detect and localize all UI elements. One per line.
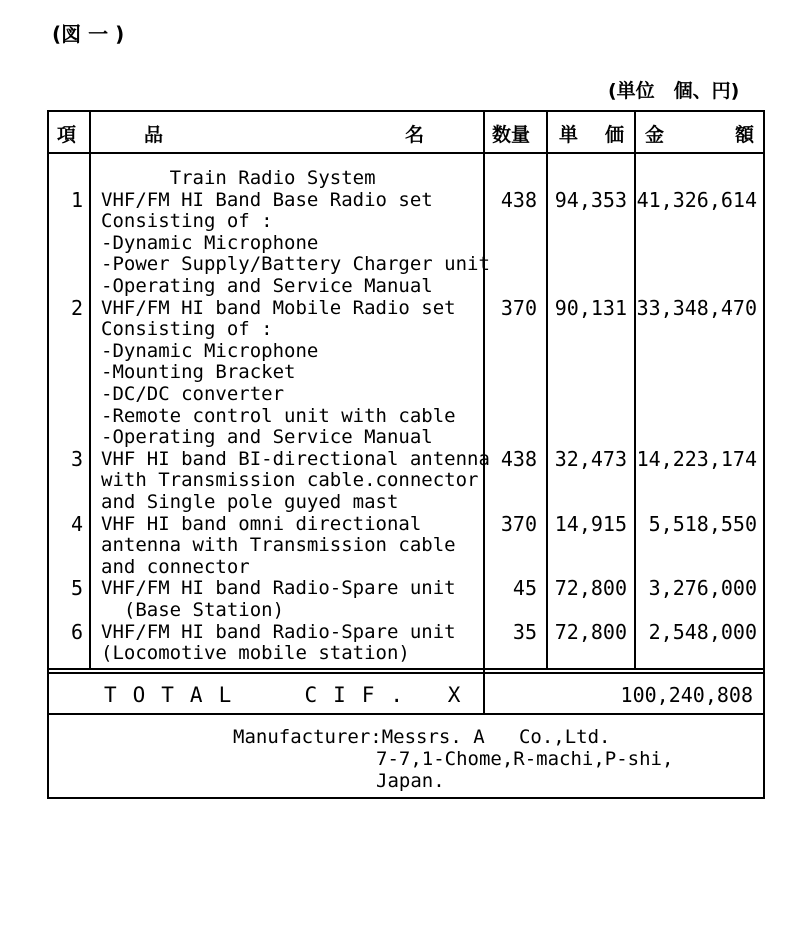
unit-note: (単位 個、円) [608, 80, 740, 102]
item-description-line: VHF HI band BI-directional antenna [101, 447, 490, 470]
header-rule [49, 152, 763, 154]
item-qty: 438 [500, 187, 537, 212]
item-amount: 41,326,614 [636, 187, 757, 212]
item-qty: 45 [512, 576, 537, 601]
item-qty: 370 [500, 295, 537, 320]
item-no: 3 [70, 446, 83, 471]
item-description-line: -Operating and Service Manual [101, 275, 433, 297]
item-description-line: and connector [101, 555, 250, 578]
item-description-line: -DC/DC converter [101, 383, 285, 405]
item-description-line: VHF HI band omni directional [101, 512, 422, 535]
item-unit-price: 72,800 [554, 576, 627, 601]
item-description-line: antenna with Transmission cable [101, 534, 456, 557]
item-unit-price: 72,800 [554, 619, 627, 644]
item-unit-price: 90,131 [554, 295, 627, 320]
item-description-line: VHF/FM HI band Mobile Radio set [101, 296, 456, 319]
item-no: 6 [70, 619, 83, 644]
manufacturer-line-2: 7-7,1-Chome,R-machi,P-shi, [376, 748, 674, 770]
item-description-line: Train Radio System [101, 167, 376, 189]
item-qty: 35 [512, 619, 537, 644]
item-description-line: VHF/FM HI band Radio-Spare unit [101, 620, 456, 643]
item-no: 5 [70, 576, 83, 601]
item-unit-price: 32,473 [554, 446, 627, 471]
item-description-line: -Power Supply/Battery Charger unit [101, 253, 490, 276]
item-unit-price: 94,353 [554, 187, 627, 212]
header-no: 項 [57, 124, 77, 146]
header-amount-b: 額 [735, 124, 755, 146]
item-description-line: VHF/FM HI band Radio-Spare unit [101, 577, 456, 600]
item-description-line: -Dynamic Microphone [101, 231, 319, 254]
col-divider [546, 112, 548, 670]
item-no: 1 [70, 187, 83, 212]
item-description-line: (Locomotive mobile station) [101, 642, 410, 665]
item-description-line: with Transmission cable.connector [101, 469, 479, 492]
figure-label: (図 一 ) [52, 22, 125, 46]
item-description-line: Consisting of : [101, 210, 273, 233]
item-no: 4 [70, 511, 83, 536]
item-qty: 370 [500, 511, 537, 536]
manufacturer-line-3: Japan. [376, 770, 445, 792]
invoice-table [47, 110, 765, 799]
item-description-line: -Remote control unit with cable [101, 404, 456, 427]
col-divider [483, 112, 485, 715]
item-description-line: VHF/FM HI Band Base Radio set [101, 188, 433, 211]
col-divider [89, 112, 91, 670]
item-amount: 3,276,000 [648, 576, 757, 601]
header-name-left: 品 [144, 124, 164, 146]
item-amount: 14,223,174 [636, 446, 757, 471]
total-label: TOTAL CIF. X [104, 683, 477, 707]
item-amount: 5,518,550 [648, 511, 757, 536]
item-unit-price: 14,915 [554, 511, 627, 536]
item-description-line: Consisting of : [101, 318, 273, 341]
total-rule [49, 713, 763, 715]
header-qty: 数量 [492, 124, 531, 146]
header-unit-price-a: 単 [559, 124, 579, 146]
item-amount: 2,548,000 [648, 619, 757, 644]
manufacturer-line-1: Manufacturer:Messrs. A Co.,Ltd. [233, 726, 611, 748]
item-amount: 33,348,470 [636, 295, 757, 320]
item-no: 2 [70, 295, 83, 320]
total-amount: 100,240,808 [620, 683, 753, 707]
header-unit-price-b: 価 [605, 124, 625, 146]
item-description-line: -Dynamic Microphone [101, 339, 319, 362]
body-rule [49, 668, 763, 670]
item-description-line: and Single pole guyed mast [101, 491, 399, 513]
item-description-line: (Base Station) [101, 599, 285, 621]
item-description-line: -Mounting Bracket [101, 361, 296, 384]
header-amount-a: 金 [645, 124, 665, 146]
body-rule [49, 672, 763, 674]
item-qty: 438 [500, 446, 537, 471]
item-description-line: -Operating and Service Manual [101, 426, 433, 449]
header-name-right: 名 [405, 124, 425, 146]
